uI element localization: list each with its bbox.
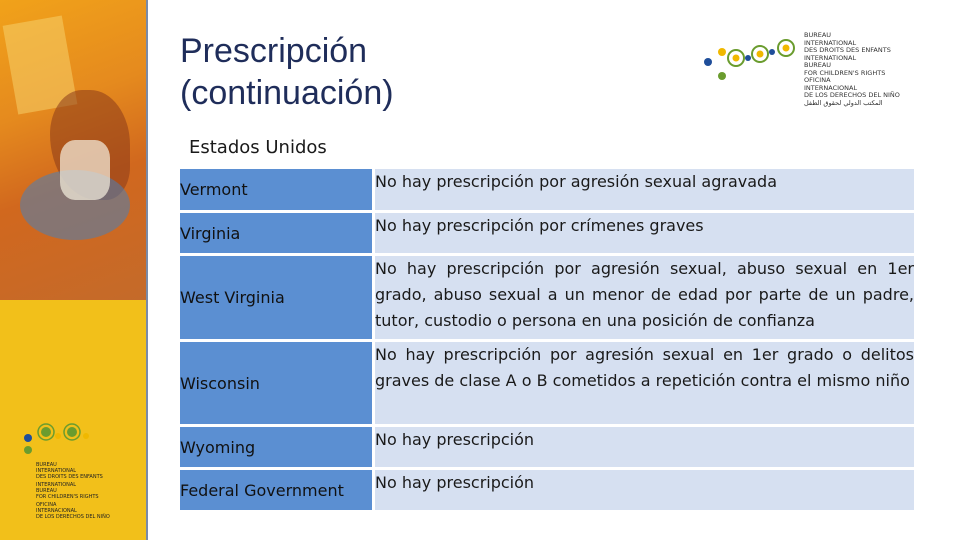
logo-text: BUREAU INTERNATIONAL DES DROITS DES ENFANTS INTERNATIONAL BUREAU FOR CHILDREN'S RIGHTS OFICINA INTERNACIONAL DE LOS DERECHOS DEL NIÑO المكتب الدولي لحقوق الطفل [804, 31, 900, 107]
svg-text:OFICINA: OFICINA [36, 502, 57, 508]
table-row [180, 427, 914, 470]
svg-text:DES DROITS DES ENFANTS: DES DROITS DES ENFANTS [36, 474, 103, 480]
state-cell: Wyoming [180, 427, 375, 470]
svg-text:FOR CHILDREN'S RIGHTS: FOR CHILDREN'S RIGHTS [36, 494, 99, 500]
organization-logo-small [10, 420, 140, 520]
table-row [180, 342, 914, 427]
description-cell: No hay prescripción por agresión sexual agravada [375, 169, 914, 213]
state-cell: Federal Government [180, 470, 375, 513]
state-cell: Vermont [180, 169, 375, 213]
svg-text:DE LOS DERECHOS DEL NIÑO: DE LOS DERECHOS DEL NIÑO [36, 514, 110, 520]
state-cell: West Virginia [180, 256, 375, 342]
description-cell: No hay prescripción [375, 427, 914, 470]
svg-text:INTERNACIONAL: INTERNACIONAL [36, 508, 77, 514]
title-line-2: (continuación) [180, 74, 394, 112]
section-heading: Estados Unidos [189, 137, 327, 158]
state-cell: Wisconsin [180, 342, 375, 427]
table-row [180, 169, 914, 213]
title-line-1: Prescripción [180, 32, 368, 70]
table-row [180, 470, 914, 513]
svg-text:INTERNATIONAL: INTERNATIONAL [36, 468, 77, 474]
svg-text:BUREAU: BUREAU [36, 462, 57, 468]
panel-divider [146, 0, 148, 540]
organization-logo [700, 28, 900, 118]
logo-figures-icon [700, 28, 804, 98]
svg-text:BUREAU: BUREAU [36, 488, 57, 494]
description-cell: No hay prescripción [375, 470, 914, 513]
prescription-table [180, 169, 914, 513]
table-row [180, 256, 914, 342]
description-cell: No hay prescripción por agresión sexual en 1er grado o delitos graves de clase A o B cometidos a repetición contra el mismo niño [375, 342, 914, 427]
decorative-painting [0, 0, 148, 300]
left-decorative-panel [0, 0, 148, 540]
description-cell: No hay prescripción por crímenes graves [375, 213, 914, 256]
svg-text:INTERNATIONAL: INTERNATIONAL [36, 482, 77, 488]
slide-title [180, 30, 680, 114]
description-cell: No hay prescripción por agresión sexual, abuso sexual en 1er grado, abuso sexual a un menor de edad por parte de un padre, tutor, custodio o persona en una posición de confianza [375, 256, 914, 342]
state-cell: Virginia [180, 213, 375, 256]
table-row [180, 213, 914, 256]
